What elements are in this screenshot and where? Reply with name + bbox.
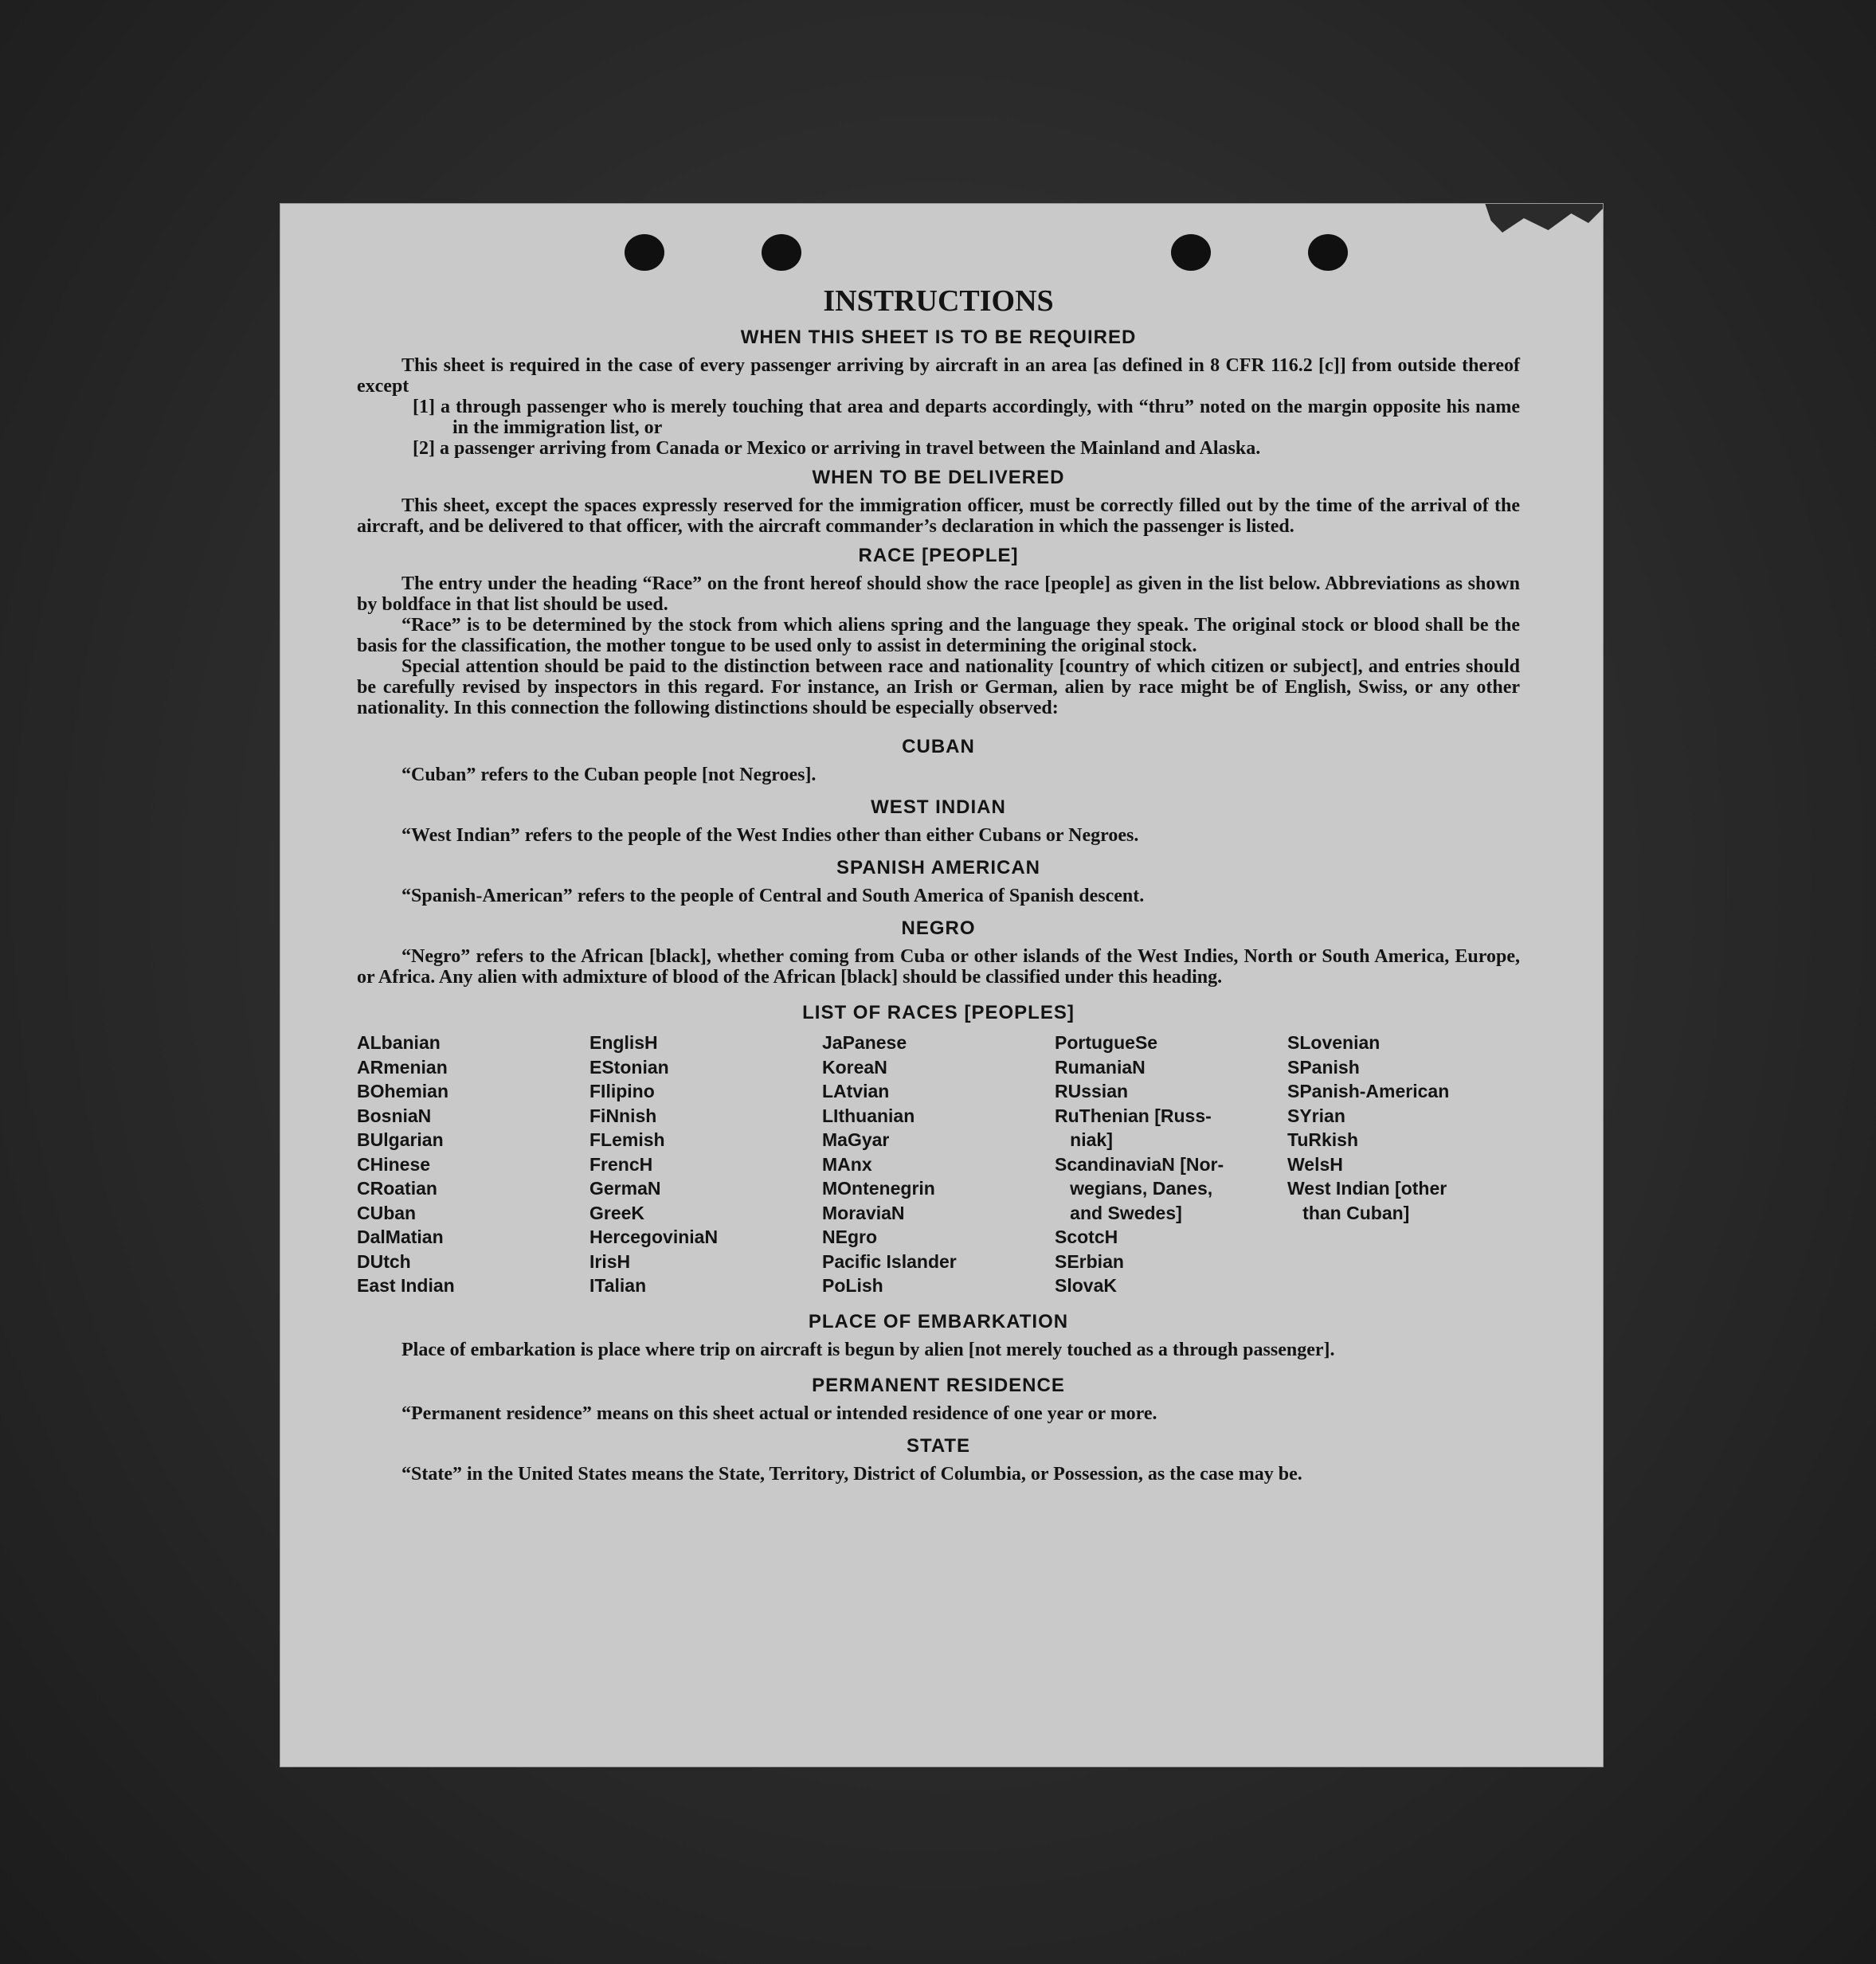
race-entry: ScandinaviaN [Nor- <box>1055 1153 1224 1175</box>
race-entry: WelsH <box>1287 1153 1343 1175</box>
race-entry: NEgro <box>822 1227 877 1247</box>
instructions-content <box>357 284 1520 1485</box>
punch-hole <box>762 234 801 271</box>
required-exception-2: [2] a passenger arriving from Canada or Mexico or arriving in travel between the Mainland and Alaska. <box>413 438 1261 459</box>
race-entry: PortugueSe <box>1055 1032 1158 1053</box>
race-entry: LIthuanian <box>822 1105 915 1126</box>
heading-negro: NEGRO <box>901 917 976 939</box>
race-entry: HercegoviniaN <box>589 1227 719 1247</box>
heading-spanish-american: SPANISH AMERICAN <box>836 857 1040 878</box>
race-entry: FIlipino <box>589 1081 655 1101</box>
race-entry: than Cuban] <box>1287 1202 1410 1223</box>
punch-hole <box>1171 234 1211 271</box>
instruction-sheet <box>280 204 1603 1766</box>
heading-west-indian: WEST INDIAN <box>871 796 1006 818</box>
race-entry: JaPanese <box>822 1032 907 1053</box>
race-entry: Pacific Islander <box>822 1250 957 1272</box>
race-entry: FrencH <box>589 1153 653 1175</box>
race-entry: PoLish <box>822 1275 883 1296</box>
race-entry: RumaniaN <box>1055 1056 1146 1078</box>
race-entry: ScotcH <box>1055 1227 1118 1247</box>
race-entry: RUssian <box>1055 1081 1129 1101</box>
required-exception-1: [1] a through passenger who is merely touching that area and departs accordingly, with “thru” noted on the margin opposite his name in the immigration list, or <box>413 397 1520 438</box>
race-entry: EnglisH <box>589 1032 658 1053</box>
race-entry: East Indian <box>357 1275 455 1296</box>
races-column-5 <box>1287 1031 1520 1298</box>
state-text: “State” in the United States means the State, Territory, District of Columbia, or Possession, as the case may be. <box>401 1463 1302 1485</box>
race-entry: TuRkish <box>1287 1129 1359 1150</box>
race-entry: SPanish-American <box>1287 1081 1450 1101</box>
race-entry: MoraviaN <box>822 1202 905 1223</box>
negro-text: “Negro” refers to the African [black], whether coming from Cuba or other islands of the West Indies, North or South America, Europe, or Africa. Any alien with admixture of blood of the African [black] should be classified under this heading. <box>357 946 1520 988</box>
race-entry: EStonian <box>589 1056 669 1078</box>
heading-cuban: CUBAN <box>902 736 975 757</box>
required-intro: This sheet is required in the case of every passenger arriving by aircraft in an area [as defined in 8 CFR 116.2 [c]] from outside thereof except <box>357 355 1520 397</box>
heading-when-required: WHEN THIS SHEET IS TO BE REQUIRED <box>740 327 1137 348</box>
race-entry: niak] <box>1055 1129 1113 1150</box>
cuban-text: “Cuban” refers to the Cuban people [not Negroes]. <box>401 765 817 785</box>
race-entry: ARmenian <box>357 1056 448 1078</box>
races-column-4 <box>1055 1031 1287 1298</box>
race-entry: and Swedes] <box>1055 1202 1182 1223</box>
race-entry: BosniaN <box>357 1105 432 1126</box>
spanish-american-text: “Spanish-American” refers to the people of Central and South America of Spanish descent. <box>401 886 1145 906</box>
heading-state: STATE <box>906 1434 971 1457</box>
west-indian-text: “West Indian” refers to the people of the West Indies other than either Cubans or Negroes. <box>401 825 1139 846</box>
heading-list-of-races: LIST OF RACES [PEOPLES] <box>802 1002 1075 1023</box>
race-entry: FiNnish <box>589 1105 657 1126</box>
punch-hole <box>1308 234 1348 271</box>
residence-text: “Permanent residence” means on this sheet actual or intended residence of one year or more. <box>401 1403 1157 1424</box>
race-entry: MOntenegrin <box>822 1178 935 1199</box>
heading-when-delivered: WHEN TO BE DELIVERED <box>812 467 1065 488</box>
races-column-2 <box>589 1031 822 1298</box>
race-paragraph-1: The entry under the heading “Race” on the front hereof should show the race [people] as given in the list below. Abbreviations as shown by boldface in that list should be used. <box>357 573 1520 615</box>
race-entry: FLemish <box>589 1129 665 1150</box>
race-entry: GermaN <box>589 1178 661 1199</box>
races-column-3 <box>822 1031 1055 1298</box>
race-entry: DUtch <box>357 1250 411 1272</box>
punch-hole <box>625 234 664 271</box>
race-entry: SPanish <box>1287 1056 1360 1078</box>
race-entry: wegians, Danes, <box>1055 1178 1213 1199</box>
race-entry: MAnx <box>822 1153 872 1175</box>
race-entry: CHinese <box>357 1153 431 1175</box>
heading-embarkation: PLACE OF EMBARKATION <box>808 1310 1069 1332</box>
race-entry: MaGyar <box>822 1129 890 1150</box>
race-entry: SLovenian <box>1287 1032 1381 1053</box>
race-entry: BOhemian <box>357 1081 449 1101</box>
race-entry: West Indian [other <box>1287 1178 1447 1199</box>
race-paragraph-3: Special attention should be paid to the distinction between race and nationality [country of which citizen or subject], and entries should be carefully revised by inspectors in this regard. For instance, an Irish or German, alien by race might be of English, Swiss, or any other nationality. In this connection the following distinctions should be especially observed: <box>357 656 1520 718</box>
race-entry: KoreaN <box>822 1056 887 1078</box>
races-column-1 <box>357 1031 589 1298</box>
race-entry: LAtvian <box>822 1081 890 1101</box>
race-entry: DalMatian <box>357 1227 444 1247</box>
race-entry: IrisH <box>589 1250 631 1272</box>
race-entry: ALbanian <box>357 1032 441 1053</box>
race-entry: SErbian <box>1055 1250 1124 1272</box>
heading-permanent-residence: PERMANENT RESIDENCE <box>812 1374 1065 1396</box>
heading-race: RACE [PEOPLE] <box>858 545 1019 566</box>
race-entry: SlovaK <box>1055 1275 1117 1296</box>
race-entry: BUlgarian <box>357 1129 444 1150</box>
race-entry: CRoatian <box>357 1178 437 1199</box>
torn-corner <box>1459 204 1603 252</box>
race-paragraph-2: “Race” is to be determined by the stock from which aliens spring and the language they speak. The original stock or blood shall be the basis for the classification, the mother tongue to be used only to assist in determining the original stock. <box>357 615 1520 656</box>
race-entry: ITalian <box>589 1275 647 1296</box>
race-entry: SYrian <box>1287 1105 1345 1126</box>
races-list <box>357 1031 1520 1298</box>
page-title: INSTRUCTIONS <box>823 284 1054 318</box>
delivered-text: This sheet, except the spaces expressly reserved for the immigration officer, must be correctly filled out by the time of the arrival of the aircraft, and be delivered to that officer, with the aircraft commander’s declaration in which the passenger is listed. <box>357 495 1520 537</box>
embarkation-text: Place of embarkation is place where trip on aircraft is begun by alien [not merely touched as a through passenger]. <box>401 1339 1335 1360</box>
race-entry: GreeK <box>589 1202 645 1223</box>
race-entry: CUban <box>357 1202 417 1223</box>
race-entry: RuThenian [Russ- <box>1055 1105 1212 1126</box>
